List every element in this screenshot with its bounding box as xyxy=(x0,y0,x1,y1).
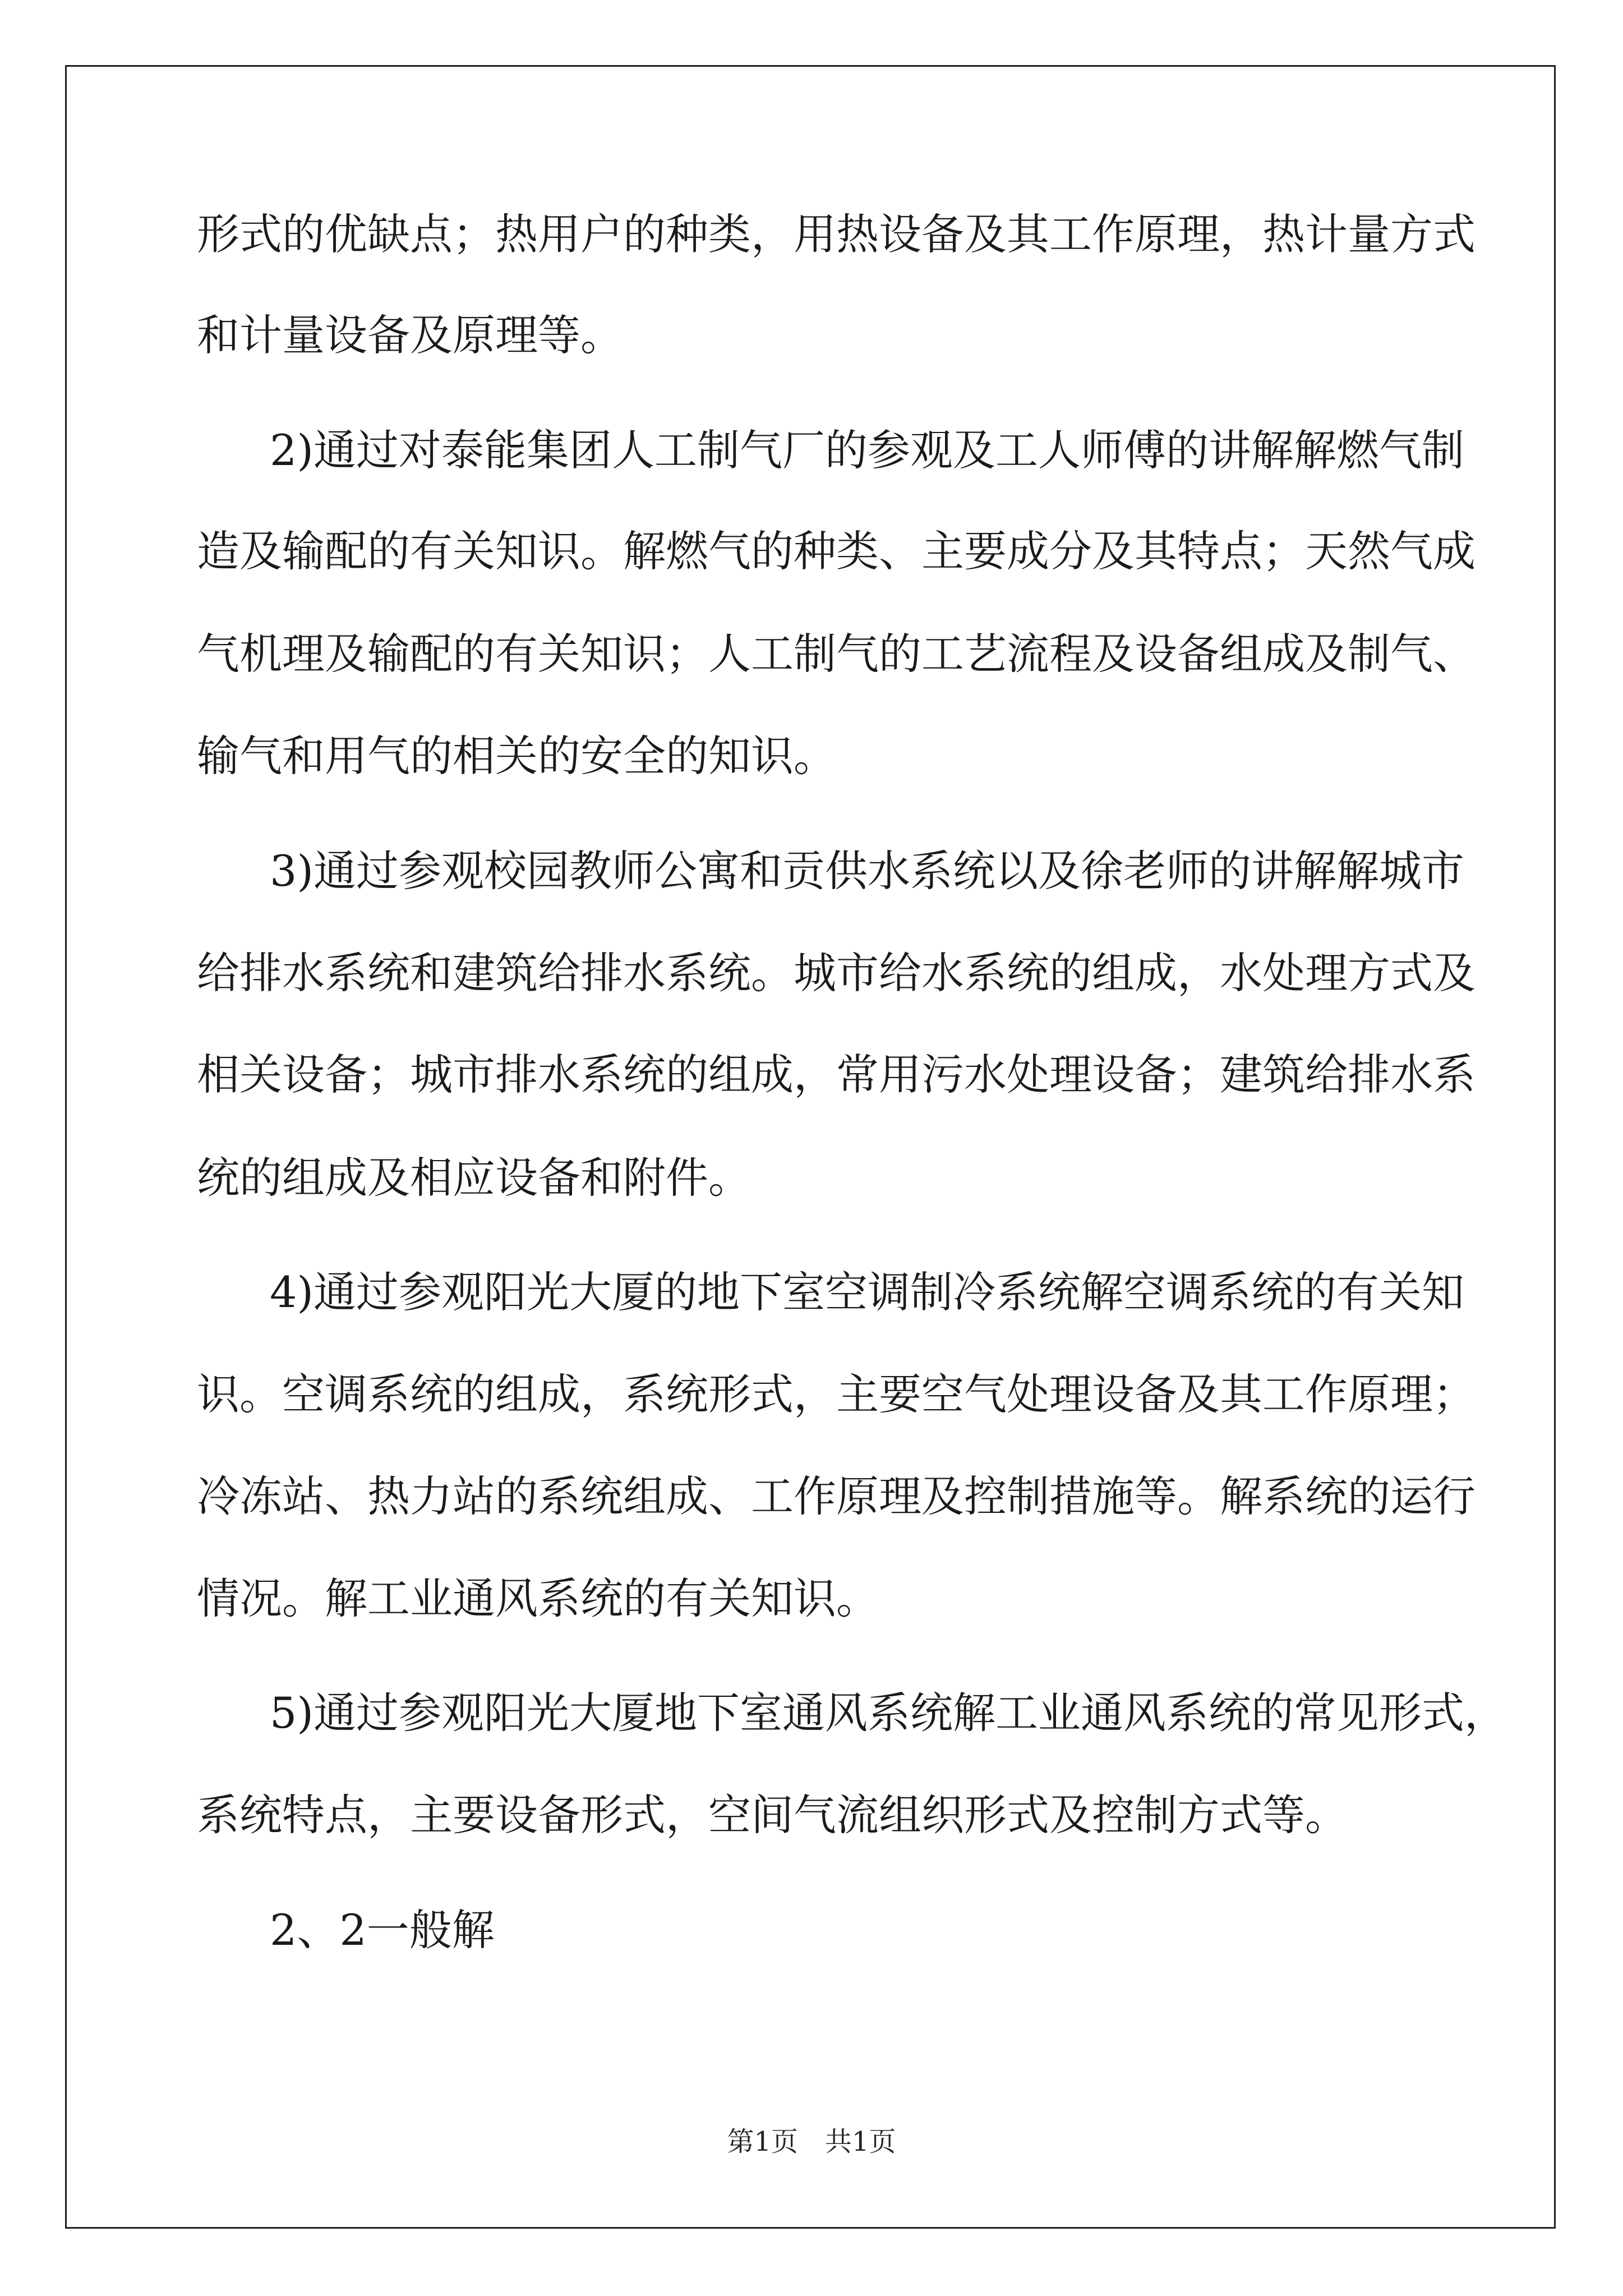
text-line: 冷冻站、热力站的系统组成、工作原理及控制措施等。解系统的运行 xyxy=(197,1471,1476,1521)
text-line: 输气和用气的相关的安全的知识。 xyxy=(197,731,836,781)
text-line: 造及输配的有关知识。解燃气的种类、主要成分及其特点；天然气成 xyxy=(197,526,1476,576)
text-line: 识。空调系统的组成，系统形式，主要空气处理设备及其工作原理； xyxy=(197,1369,1476,1419)
paragraph-start-line: 5)通过参观阳光大厦地下室通风系统解工业通风系统的常见形式， xyxy=(270,1688,1507,1738)
text-line: 气机理及输配的有关知识；人工制气的工艺流程及设备组成及制气、 xyxy=(197,629,1476,679)
text-line: 系统特点，主要设备形式，空间气流组织形式及控制方式等。 xyxy=(197,1790,1348,1840)
paragraph-start-line: 2)通过对泰能集团人工制气厂的参观及工人师傅的讲解解燃气制 xyxy=(270,425,1465,475)
text-line: 情况。解工业通风系统的有关知识。 xyxy=(197,1573,879,1623)
section-heading: 2、2一般解 xyxy=(270,1905,495,1955)
paragraph-start-line: 4)通过参观阳光大厦的地下室空调制冷系统解空调系统的有关知 xyxy=(270,1267,1465,1317)
text-line: 和计量设备及原理等。 xyxy=(197,310,623,360)
paragraph-start-line: 3)通过参观校园教师公寓和贡供水系统以及徐老师的讲解解城市 xyxy=(270,846,1465,896)
text-line: 形式的优缺点；热用户的种类，用热设备及其工作原理，热计量方式 xyxy=(197,209,1476,259)
text-line: 给排水系统和建筑给排水系统。城市给水系统的组成，水处理方式及 xyxy=(197,948,1476,998)
text-line: 统的组成及相应设备和附件。 xyxy=(197,1153,751,1203)
text-line: 相关设备；城市排水系统的组成，常用污水处理设备；建筑给排水系 xyxy=(197,1050,1476,1099)
page-footer: 第1页 共1页 xyxy=(727,2126,896,2157)
